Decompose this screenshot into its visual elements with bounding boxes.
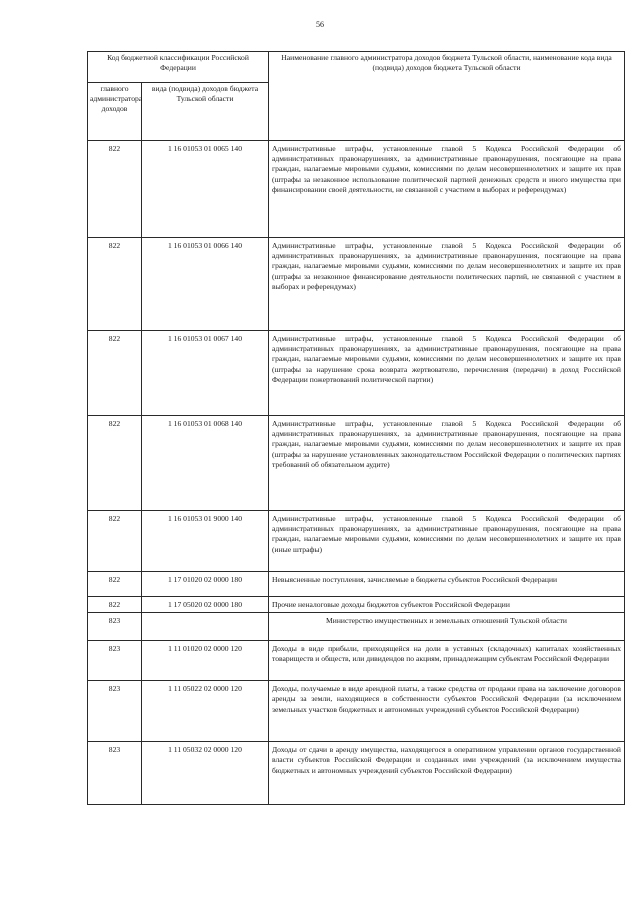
- admin-code-cell: 822: [88, 238, 142, 331]
- revenue-description-cell: Доходы, получаемые в виде арендной платы, а также средства от продажи права на заключение договоров аренды за земли, находящиеся в собственности субъектов Российской Федерации (за исключением земельных участков бюджетных и автономных учреждений субъектов Российской Федерации): [269, 681, 625, 742]
- admin-code-cell: 823: [88, 613, 142, 641]
- header-revenue-type: вида (подвида) доходов бюджета Тульской области: [142, 83, 269, 141]
- admin-code-cell: 822: [88, 572, 142, 597]
- admin-code-cell: 822: [88, 416, 142, 511]
- revenue-code-cell: [142, 613, 269, 641]
- revenue-description-cell: Административные штрафы, установленные главой 5 Кодекса Российской Федерации об административных правонарушениях, за административные правонарушения, посягающие на права граждан, налагаемые мировыми судьями, комиссиями по делам несовершеннолетних и защите их прав (штрафы за незаконное финансирование деятельности политических партий, не связанной с участием в выборах и референдумах): [269, 238, 625, 331]
- admin-code-cell: 822: [88, 511, 142, 572]
- table-row: [88, 681, 625, 742]
- admin-code-cell: 822: [88, 141, 142, 238]
- table-row: [88, 742, 625, 805]
- header-chief-administrator: главного администратора доходов: [88, 83, 142, 141]
- revenue-description-cell: Доходы от сдачи в аренду имущества, находящегося в оперативном управлении органов государственной власти субъектов Российской Федерации и созданных ими учреждений (за исключением имущества бюджетных и автономных учреждений субъектов Российской Федерации): [269, 742, 625, 805]
- admin-code-cell: 823: [88, 641, 142, 681]
- revenue-description-cell: Административные штрафы, установленные главой 5 Кодекса Российской Федерации об административных правонарушениях, за административные правонарушения, посягающие на права граждан, налагаемые мировыми судьями, комиссиями по делам несовершеннолетних и защите их прав (штрафы за незаконное использование политической партией денежных средств и иного имущества при финансировании своей деятельности, не связанной с участием в выборах и референдумах): [269, 141, 625, 238]
- header-classification-code: Код бюджетной классификации Российской Федерации: [88, 52, 269, 83]
- revenue-description-cell: Административные штрафы, установленные главой 5 Кодекса Российской Федерации об административных правонарушениях, за административные правонарушения, посягающие на права граждан, налагаемые мировыми судьями, комиссиями по делам несовершеннолетних и защите их прав (иные штрафы): [269, 511, 625, 572]
- admin-code-cell: 822: [88, 597, 142, 613]
- header-administrator-name: Наименование главного администратора доходов бюджета Тульской области, наименование кода вида (подвида) доходов бюджета Тульской области: [269, 52, 625, 141]
- table-row: [88, 511, 625, 572]
- table-row: [88, 331, 625, 416]
- admin-code-cell: 822: [88, 331, 142, 416]
- header-row-top: [88, 52, 625, 83]
- revenue-code-cell: 1 16 01053 01 0066 140: [142, 238, 269, 331]
- revenue-code-cell: 1 16 01053 01 9000 140: [142, 511, 269, 572]
- table-row: [88, 572, 625, 597]
- revenue-code-cell: 1 16 01053 01 0067 140: [142, 331, 269, 416]
- admin-code-cell: 823: [88, 681, 142, 742]
- revenue-description-cell: Невыясненные поступления, зачисляемые в бюджеты субъектов Российской Федерации: [269, 572, 625, 597]
- revenue-code-cell: 1 11 01020 02 0000 120: [142, 641, 269, 681]
- table-row: [88, 238, 625, 331]
- revenue-classification-table: [87, 51, 625, 805]
- admin-code-cell: 823: [88, 742, 142, 805]
- revenue-description-cell: Доходы в виде прибыли, приходящейся на доли в уставных (складочных) капиталах хозяйственных товариществ и обществ, или дивидендов по акциям, принадлежащим субъектам Российской Федерации: [269, 641, 625, 681]
- revenue-description-cell: Прочие неналоговые доходы бюджетов субъектов Российской Федерации: [269, 597, 625, 613]
- table-row: [88, 597, 625, 613]
- page-number: 56: [316, 20, 324, 29]
- revenue-code-cell: 1 17 01020 02 0000 180: [142, 572, 269, 597]
- revenue-code-cell: 1 16 01053 01 0068 140: [142, 416, 269, 511]
- table-row: [88, 416, 625, 511]
- revenue-code-cell: 1 17 05020 02 0000 180: [142, 597, 269, 613]
- revenue-code-cell: 1 11 05032 02 0000 120: [142, 742, 269, 805]
- table-row: [88, 641, 625, 681]
- revenue-code-cell: 1 16 01053 01 0065 140: [142, 141, 269, 238]
- revenue-code-cell: 1 11 05022 02 0000 120: [142, 681, 269, 742]
- revenue-description-cell: Административные штрафы, установленные главой 5 Кодекса Российской Федерации об административных правонарушениях, за административные правонарушения, посягающие на права граждан, налагаемые мировыми судьями, комиссиями по делам несовершеннолетних и защите их прав (штрафы за нарушение срока возврата жертвователю, перечисления (передачи) в доход Российской Федерации пожертвований политической партии): [269, 331, 625, 416]
- table-row: [88, 141, 625, 238]
- administrator-section-row: [88, 613, 625, 641]
- revenue-description-cell: Административные штрафы, установленные главой 5 Кодекса Российской Федерации об административных правонарушениях, за административные правонарушения, посягающие на права граждан, налагаемые мировыми судьями, комиссиями по делам несовершеннолетних и защите их прав (штрафы за нарушение установленных законодательством Российской Федерации о политических партиях требований об обязательном аудите): [269, 416, 625, 511]
- ministry-name-cell: Министерство имущественных и земельных отношений Тульской области: [269, 613, 625, 641]
